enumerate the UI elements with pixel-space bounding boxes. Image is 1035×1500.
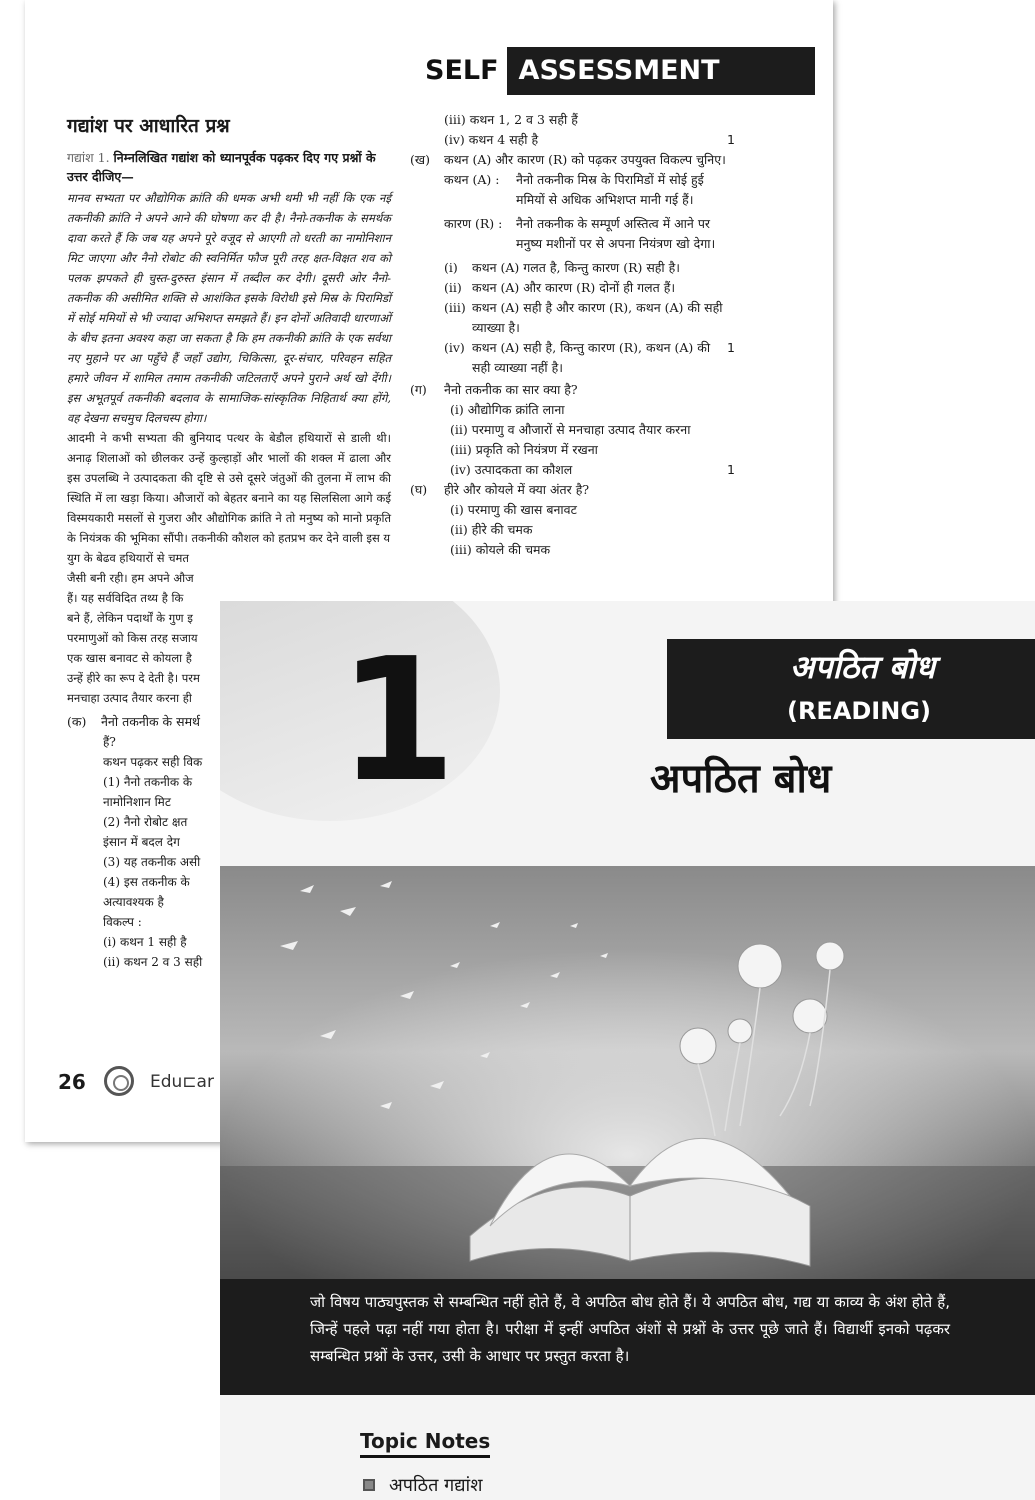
title-hindi-italic: अपठित बोध (789, 648, 935, 686)
question-gha (410, 480, 735, 500)
title-english: (READING) (786, 697, 931, 725)
ka-option-iv (410, 130, 735, 150)
topic-item-label: अपठित गद्यांश (389, 1475, 483, 1496)
karan-label: कारण (R) : (444, 216, 503, 231)
gha-option (410, 500, 735, 520)
ka-option-iii-text: (iii) कथन 1, 2 व 3 सही हैं (444, 112, 578, 127)
kha-score: 1 (727, 340, 735, 355)
kha-option (410, 278, 735, 298)
kha-option-marker: (iii) (444, 300, 466, 315)
question-ka-text: नैनो तकनीक के समर्थ (100, 714, 201, 729)
question-ka-number: (क) (67, 714, 87, 729)
topic-item (363, 1473, 482, 1497)
kathan-statement (410, 170, 735, 210)
kha-options (410, 258, 735, 378)
question-ka-cont: हैं? (103, 735, 116, 749)
banner-assessment-text: ASSESSMENT (507, 47, 815, 95)
ga-option-text: (i) औद्योगिक क्रांति लाना (450, 402, 565, 417)
vikalp-option: (i) कथन 1 सही है (103, 935, 187, 949)
chapter-number: 1 (338, 622, 457, 820)
topic-notes-heading: Topic Notes (360, 1429, 490, 1458)
question-gha-number: (घ) (410, 482, 428, 497)
question-kha-number: (ख) (410, 152, 430, 167)
self-assessment-banner (425, 47, 815, 95)
page-number: 26 (58, 1070, 86, 1094)
kha-option-text: कथन (A) गलत है, किन्तु कारण (R) सही है। (472, 260, 681, 275)
kathan-label: कथन (A) : (444, 172, 500, 187)
kha-option-text: कथन (A) सही है, किन्तु कारण (R), कथन (A) की सही व्याख्या नहीं है। (472, 340, 711, 375)
hero-image (220, 866, 1035, 1279)
educart-logo-icon (104, 1066, 134, 1096)
question-ka-statement: इंसान में बदल देग (103, 835, 180, 849)
passage-instruction-text: निम्नलिखित गद्यांश को ध्यानपूर्वक पढ़कर दिए गए प्रश्नों के उत्तर दीजिए— (67, 150, 376, 184)
karan-statement (410, 214, 735, 254)
passage-label: गद्यांश 1. (67, 150, 110, 165)
vikalp-option: (ii) कथन 2 व 3 सही (103, 955, 203, 969)
kathan-text: नैनो तकनीक मिस्र के पिरामिडों में सोई हुई ममियों से अधिक अभिशप्त मानी गई हैं। (516, 172, 704, 207)
ka-score: 1 (727, 132, 735, 147)
gha-option (410, 520, 735, 540)
front-page (220, 601, 1035, 1500)
gha-option-text: (i) परमाणु की खास बनावट (450, 502, 577, 517)
question-ka-statement: (4) इस तकनीक के (103, 875, 190, 889)
chapter-title: अपठित बोध (650, 755, 832, 802)
question-ka-statement: नामोनिशान मिट (103, 795, 171, 809)
passage-tail-line: जैसी बनी रही। हम अपने औज (67, 571, 194, 585)
intro-text: जो विषय पाठ्यपुस्तक से सम्बन्धित नहीं होते हैं, वे अपठित बोध होते हैं। ये अपठित बोध, गद्य या काव्य के अंश होते हैं, जिन्हें पहले पढ़ा नहीं गया होता है। परीक्षा में इन्हीं अपठित अंशों से प्रश्नों के उत्तर पूछे जाते हैं। विद्यार्थी इनको पढ़कर सम्बन्धित प्रश्नों के उत्तर, उसी के आधार पर प्रस्तुत करता है। (310, 1293, 950, 1365)
kha-option (410, 258, 735, 278)
karan-text: नैनो तकनीक के सम्पूर्ण अस्तित्व में आने पर मनुष्य मशीनों पर से अपना नियंत्रण खो देगा। (516, 216, 716, 251)
ga-option (410, 440, 735, 460)
question-ka-instruction: कथन पढ़कर सही विक (103, 755, 203, 769)
ga-option-text: (ii) परमाणु व औजारों से मनचाहा उत्पाद तैयार करना (450, 422, 691, 437)
ka-option-iii (410, 110, 735, 130)
intro-band (220, 1279, 1035, 1395)
footer-brand: Edu⊏ar⁠ (150, 1072, 214, 1092)
ga-option-text: (iii) प्रकृति को नियंत्रण में रखना (450, 442, 598, 457)
question-ga-number: (ग) (410, 382, 427, 397)
kha-option (410, 298, 735, 338)
passage-paragraph-2: आदमी ने कभी सभ्यता की बुनियाद पत्थर के बेडौल हथियारों से डाली थी। अनाढ़ शिलाओं को छीलकर उन्हें कुल्हाड़ों और भालों की शक्ल में ढाला और इस उपलब्धि ने उत्पादकता की दृष्टि से उसे दूसरे जंतुओं की तुलना में लाभ की स्थिति में ला खड़ा किया। औजारों को बेहतर बनाने का यह सिलसिला आगे कई विस्मयकारी मसलों से गुजरा और औद्योगिक क्रांति ने तो मनुष्य को मानो प्रकृति के नियंत्रक की भूमिका सौंपी। तकनीकी कौशल को हतप्रभ कर देने वाली इस य (67, 431, 391, 545)
ka-option-iv-text: (iv) कथन 4 सही है (444, 132, 539, 147)
ga-option (410, 460, 735, 480)
right-column (410, 110, 735, 560)
open-book-illustration (220, 866, 1035, 1279)
square-bullet-icon (363, 1479, 375, 1491)
passage-tail-line: मनचाहा उत्पाद तैयार करना ही (67, 691, 192, 705)
passage-tail-line: युग के बेढव हथियारों से चमत (67, 551, 189, 565)
vikalp-label: विकल्प : (103, 915, 142, 929)
passage-tail-line: बने हैं, लेकिन पदार्थों के गुण इ (67, 611, 193, 625)
ga-option-text: (iv) उत्पादकता का कौशल (450, 462, 573, 477)
question-ka-statement: अत्यावश्यक है (103, 895, 164, 909)
question-kha-text: कथन (A) और कारण (R) को पढ़कर उपयुक्त विकल्प चुनिए। (444, 152, 726, 167)
question-kha (410, 150, 735, 170)
question-ga-text: नैनो तकनीक का सार क्या है? (444, 382, 578, 397)
gha-option-text: (ii) हीरे की चमक (450, 522, 533, 537)
kha-option-text: कथन (A) और कारण (R) दोनों ही गलत हैं। (472, 280, 676, 295)
gha-options (410, 500, 735, 560)
passage-tail-line: परमाणुओं को किस तरह सजाय (67, 631, 198, 645)
question-ga (410, 380, 735, 400)
kha-option-marker: (i) (444, 260, 458, 275)
title-box (667, 639, 1035, 739)
question-gha-text: हीरे और कोयले में क्या अंतर है? (444, 482, 590, 497)
passage-tail-line: हैं। यह सर्वविदित तथ्य है कि (67, 591, 184, 605)
kha-option-marker: (ii) (444, 280, 462, 295)
ga-option-score: 1 (727, 462, 735, 477)
ga-options (410, 400, 735, 480)
ga-option (410, 420, 735, 440)
kha-option-text: कथन (A) सही है और कारण (R), कथन (A) की सही व्याख्या है। (472, 300, 723, 335)
kha-option-marker: (iv) (444, 340, 465, 355)
gha-option-text: (iii) कोयले की चमक (450, 542, 551, 557)
passage-paragraph-1: मानव सभ्यता पर औद्योगिक क्रांति की धमक अभी थमी भी नहीं कि एक नई तकनीकी क्रांति ने अपने आने की घोषणा कर दी है। नैनो-तकनीक के समर्थक दावा करते हैं कि जब यह अपने पूरे वजूद से आएगी तो धरती का नामोनिशान मिट जाएगा और नैनो रोबोट की स्वनिर्मित फौज पूरी तरह क्षत-विक्षत शव को पलक झपकते ही चुस्त-दुरुस्त इंसान में तब्दील कर देगी। दूसरी ओर नैनो-तकनीक की असीमित शक्ति से आशंकित इसके विरोधी इसे मिस्र के पिरामिडों में सोई ममियों से भी ज्यादा अभिशप्त समझते हैं। इन दोनों अतिवादी धारणाओं के बीच इतना अवश्य कहा जा सकता है कि हम तकनीकी क्रांति के एक सर्वथा नए मुहाने पर आ पहुँचे हैं जहाँ उद्योग, चिकित्सा, दूर-संचार, परिवहन सहित हमारे जीवन में शामिल तमाम तकनीकी जटिलताएँ अपने पुराने अर्थ खो देंगी। इस अभूतपूर्व तकनीकी बदलाव के सामाजिक-सांस्कृतिक निहितार्थ क्या होंगे, वह देखना सचमुच दिलचस्प होगा। (67, 191, 391, 425)
passage-instruction (67, 148, 391, 186)
gha-option (410, 540, 735, 560)
question-ka-statement: (3) यह तकनीक असी (103, 855, 201, 869)
passage-tail-line: उन्हें हीरे का रूप दे देती है। परम (67, 671, 200, 685)
banner-self-text: SELF (425, 55, 499, 86)
passage-tail-line: एक खास बनावट से कोयला है (67, 651, 192, 665)
question-ka-statement: (2) नैनो रोबोट क्षत (103, 815, 188, 829)
section-heading: गद्यांश पर आधारित प्रश्न (67, 115, 230, 137)
kha-option (410, 338, 735, 378)
question-ka-statement: (1) नैनो तकनीक के (103, 775, 193, 789)
ga-option (410, 400, 735, 420)
